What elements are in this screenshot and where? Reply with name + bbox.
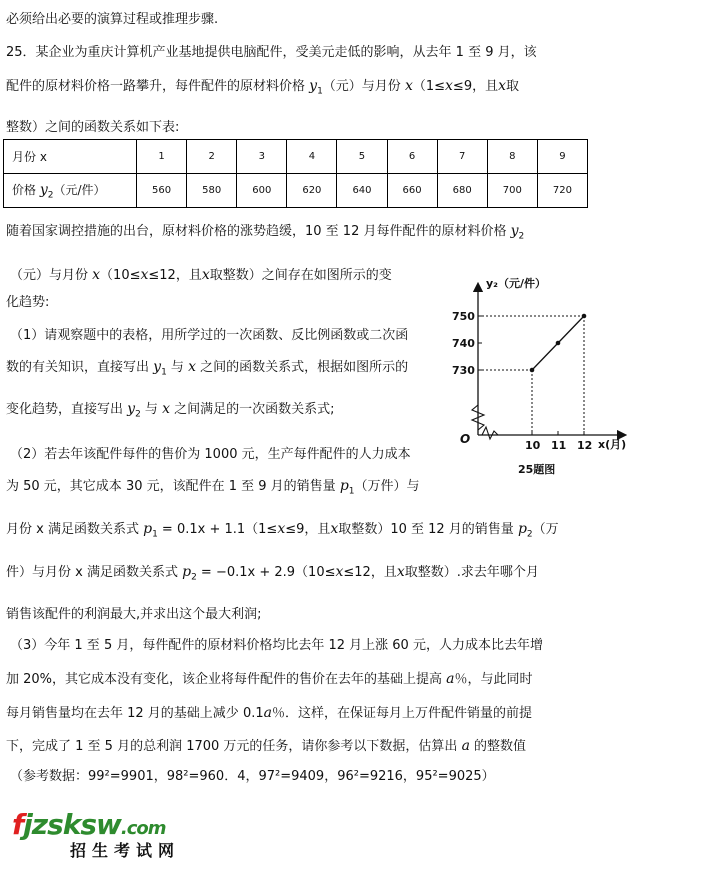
text: （万 [532,522,559,537]
part-1-line-1 [10,327,408,345]
problem-25-line-2 [6,77,519,101]
logo-f: f [12,808,24,841]
table-header-month: 月份 x [4,140,137,174]
text: （元）与月份 [10,268,93,283]
text: 变化趋势，直接写出 [6,402,128,417]
part-2-line-5 [6,606,262,624]
text: 取整数）.求去年哪个月 [404,565,539,580]
var-y: y [153,359,162,375]
y-tick-label: 730 [452,364,475,377]
var-y: y [127,401,136,417]
table-cell: 560 [137,174,187,208]
logo-com: .com [120,818,166,839]
price-trend-chart [448,273,628,478]
site-logo [12,808,181,860]
text: 25．某企业为重庆计算机产业基地提供电脑配件，受美元走低的影响，从去年 1 至 9 月，该 [6,45,537,60]
subscript: 1 [348,486,355,497]
var-x: x [162,401,170,417]
var-x: x [396,564,405,580]
chart-title: 25题图 [518,463,556,476]
text: （元）与月份 [322,79,405,94]
chart-marks [452,310,592,452]
part-2-line-2 [6,477,420,501]
text: 月份 x 满足函数关系式 [6,522,144,537]
subscript: 2 [135,409,141,420]
data-point [582,314,587,319]
table-cell: 680 [437,174,487,208]
text: 整数）之间的函数关系如下表: [6,120,180,135]
problem-25-line-5 [10,266,392,285]
part-2-line-4 [6,563,539,587]
var-x: x [140,267,149,283]
x-tick-label: 11 [551,439,567,452]
x-axis-label: x(月) [598,438,627,451]
text: （10≤ [295,565,336,580]
y-axis-label: y₂（元/件） [486,277,547,290]
text: 配件的原材料价格一路攀升，每件配件的原材料价格 [6,79,310,94]
var-y: y [510,223,519,239]
text: ％．这样，在保证每月上万件配件销量的前提 [271,706,532,721]
logo-brand [12,808,166,841]
text: （3）今年 1 至 5 月，每件配件的原材料价格均比去年 12 月上涨 60 元，人力成本比去年增 [10,638,543,653]
var-x: x [335,564,344,580]
origin-label: O [460,432,471,446]
var-x: x [92,267,101,283]
text: 之间的函数关系式，根据如图所示的 [195,360,409,375]
var-y: y [309,78,318,94]
var-p: p [143,521,153,537]
part-1-line-2 [6,358,408,382]
x-tick-label: 12 [577,439,593,452]
var-x: x [188,359,196,375]
table-cell: 660 [387,174,437,208]
price-table [3,139,588,208]
text: 的整数值 [469,739,527,754]
problem-25-line-4 [6,222,524,246]
table-cell: 640 [337,174,387,208]
text: 每月销售量均在去年 12 月的基础上减少 0.1 [6,706,264,721]
var-y: y [39,181,48,198]
text: ≤12，且 [148,268,202,283]
var-p: p [339,478,349,494]
logo-chinese: 招生考试网 [70,841,181,860]
y-tick-label: 740 [452,337,475,350]
var-a: a [446,671,455,687]
text: （万件）与 [354,479,420,494]
text: ％，与此同时 [454,672,533,687]
var-p: p [517,521,527,537]
part-3-line-4 [6,737,526,756]
text: 与 [166,360,189,375]
table-cell: 9 [537,140,587,174]
table-cell: 6 [387,140,437,174]
var-x: x [498,78,506,94]
text: 价格 [12,182,40,197]
part-2-line-3 [6,520,559,544]
subscript: 2 [191,572,197,583]
text: 化趋势: [6,295,50,310]
var-x: x [404,78,413,94]
var-a: a [263,705,272,721]
text: （1）请观察题中的表格，用所学过的一次函数、反比例函数或二次函 [10,328,409,343]
var-x: x [445,78,453,94]
subscript: 1 [317,86,323,97]
x-axis-break [482,427,498,439]
text: （1≤ [412,79,446,94]
problem-25-line-3 [6,119,179,137]
table-cell: 8 [487,140,537,174]
text: ≤9，且 [452,79,499,94]
text: （10≤ [100,268,141,283]
formula-p2: = −0.1x + 2.9 [196,565,296,580]
text: 件）与月份 x 满足函数关系式 [6,565,183,580]
reference-data-line [10,768,495,786]
table-cell: 4 [287,140,337,174]
intro-line [6,11,218,29]
part-2-line-1 [10,446,411,464]
part-3-line-2 [6,670,533,689]
var-x: x [277,521,286,537]
text: ≤12，且 [343,565,397,580]
subscript: 1 [152,529,158,540]
text: （1≤ [245,522,278,537]
data-point [530,368,535,373]
table-header-price [4,174,137,208]
subscript: 2 [47,190,54,201]
y-tick-label: 750 [452,310,475,323]
table-row-prices [4,174,588,208]
text: （参考数据：99²=9901，98²=960．4，97²=9409，96²=9216，95²=9025） [10,769,495,784]
problem-25-line-1 [6,44,537,62]
text: 取 [506,79,520,94]
subscript: 1 [161,367,167,378]
table-cell: 5 [337,140,387,174]
table-cell: 3 [237,140,287,174]
table-cell: 720 [537,174,587,208]
text: 销售该配件的利润最大,并求出这个最大利润; [6,607,262,622]
problem-25-line-6 [6,294,49,312]
text: 之间满足的一次函数关系式; [169,402,335,417]
table-cell: 600 [237,174,287,208]
table-cell: 2 [187,140,237,174]
table-row-months [4,140,588,174]
table-cell: 620 [287,174,337,208]
var-p: p [182,564,192,580]
subscript: 2 [526,529,533,540]
subscript: 2 [518,231,525,242]
text: 数的有关知识，直接写出 [6,360,154,375]
var-x: x [330,521,339,537]
text: 与 [140,402,163,417]
text: 取整数）10 至 12 月的销售量 [338,522,518,537]
var-a: a [461,738,470,754]
logo-text: jzsksw [23,808,121,841]
part-3-line-1 [10,637,543,655]
formula-p1: = 0.1x + 1.1 [157,522,246,537]
text: ≤9，且 [285,522,331,537]
text: 下，完成了 1 至 5 月的总利润 1700 万元的任务，请你参考以下数据，估算出 [6,739,462,754]
text: 加 20%，其它成本没有变化，该企业将每件配件的售价在去年的基础上提高 [6,672,447,687]
text: 随着国家调控措施的出台，原材料价格的涨势趋缓，10 至 12 月每件配件的原材料价格 [6,224,511,239]
text: （2）若去年该配件每件的售价为 1000 元，生产每件配件的人力成本 [10,447,411,462]
x-tick-label: 10 [525,439,541,452]
text: 必须给出必要的演算过程或推理步骤. [6,12,219,27]
data-point [556,341,561,346]
text: （元/件） [53,182,106,197]
table-cell: 700 [487,174,537,208]
part-1-line-3 [6,400,334,424]
table-cell: 1 [137,140,187,174]
text: 为 50 元，其它成本 30 元，该配件在 1 至 9 月的销售量 [6,479,340,494]
var-x: x [201,267,210,283]
part-3-line-3 [6,704,532,723]
table-cell: 7 [437,140,487,174]
text: 取整数）之间存在如图所示的变 [209,268,392,283]
table-cell: 580 [187,174,237,208]
